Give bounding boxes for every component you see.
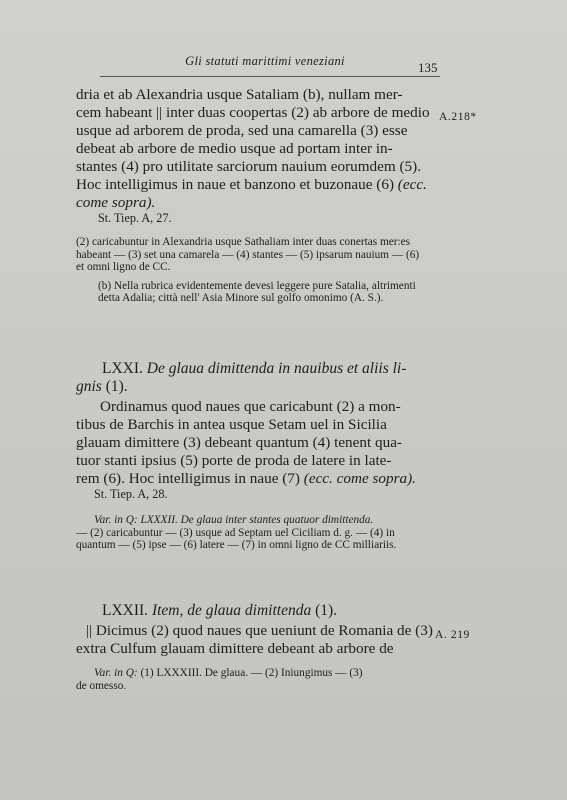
body-line: tibus de Barchis in antea usque Setam uel in Sicilia (76, 416, 387, 433)
margin-reference: A. 219 (435, 629, 470, 641)
footnote: (b) Nella rubrica evidentemente devesi leggere pure Satalia, altrimenti detta Adalia; città nell' Asia Minore sul golfo omonimo (A. S.). (98, 279, 416, 304)
body-line: tuor stanti ipsius (5) porte de proda de latere in late- (76, 452, 392, 469)
running-title: Gli statuti marittimi veneziani (185, 54, 345, 68)
body-line: stantes (4) pro utilitate sarciorum nauium eorumdem (5). (76, 158, 421, 175)
section3-body (76, 622, 433, 658)
body-line: Hoc intelligimus in naue et banzono et buzonaue (6) (ecc. (76, 176, 427, 193)
chapter-heading-continued: gnis (1). (76, 378, 128, 395)
body-line: come sopra). (76, 194, 156, 211)
variants-note: Var. in Q: (1) LXXXIII. De glaua. — (2) Iniungimus — (3) de omesso. (76, 667, 363, 692)
body-line: || Dicimus (2) quod naues que ueniunt de Romania de (3) (86, 622, 433, 639)
chapter-heading: LXXI. De glaua dimittenda in nauibus et aliis li- (102, 360, 407, 377)
body-line: rem (6). Hoc intelligimus in naue (7) (ecc. come sopra). (76, 470, 416, 487)
body-line: Ordinamus quod naues que caricabunt (2) a mon- (100, 398, 401, 415)
variants-note: Var. in Q: LXXXII. De glaua inter stantes quatuor dimittenda. — (2) caricabuntur — (3) usque ad Septam uel Ciciliam d. g. — (4) in quantum — (5) ipse — (6) latere — (7) in omni ligno de CC milliariis. (76, 514, 397, 551)
body-line: usque ad arborem de proda, sed una camarella (3) esse (76, 122, 408, 139)
footnote: (2) caricabuntur in Alexandria usque Sathaliam inter duas conertas mer:es habeant — (3) set una camarela — (4) stantes — (5) ipsarum nauium — (6) et omni ligno de CC. (76, 236, 420, 273)
body-line: dria et ab Alexandria usque Sataliam (b), nullam mer- (76, 86, 403, 103)
section2-body (76, 398, 426, 488)
body-line: cem habeant || inter duas coopertas (2) ab arbore de medio (76, 104, 430, 121)
margin-reference: A.218* (439, 111, 477, 123)
body-line: extra Culfum glauam dimittere debeant ab arbore de (76, 640, 394, 657)
source-reference: St. Tiep. A, 27. (98, 211, 172, 225)
body-line: glauam dimittere (3) debeant quantum (4) tenent qua- (76, 434, 402, 451)
chapter-heading: LXXII. Item, de glaua dimittenda (1). (102, 602, 338, 619)
header-rule (100, 76, 440, 77)
body-line: debeat ab arbore de medio usque ad portam inter in- (76, 140, 393, 157)
source-reference: St. Tiep. A, 28. (94, 487, 168, 501)
footnotes (76, 236, 430, 305)
page-number: 135 (418, 60, 438, 75)
section1-body (76, 86, 430, 212)
